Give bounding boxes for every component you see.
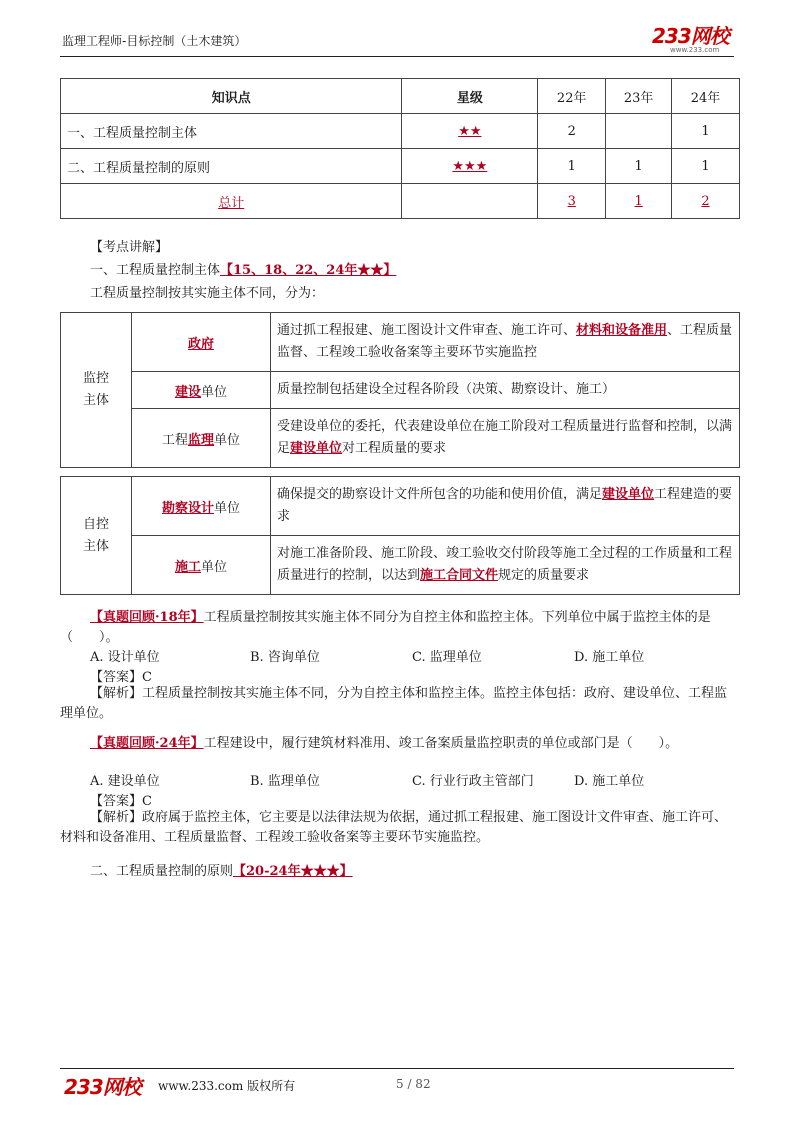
desc-text: 规定的质量要求 (498, 568, 590, 583)
monitor-subject-table (60, 312, 740, 468)
desc-text: 通过抓工程报建、施工图设计文件审查、施工许可、 (277, 323, 577, 338)
logo-text: 233网校 (652, 24, 729, 48)
desc-text: 质量控制包括建设全过程各阶段（决策、勘察设计、施工） (277, 382, 616, 397)
section-1-title (90, 259, 396, 278)
self-subject-table (60, 476, 740, 595)
table-row (61, 536, 740, 595)
option-b: B. 咨询单位 (250, 650, 320, 665)
question-1-tag: 【真题回顾·18年】 (90, 610, 204, 625)
analysis-text: 工程质量控制按其实施主体不同，分为自控主体和监控主体。监控主体包括：政府、建设单位、工程监理单位。 (60, 686, 728, 721)
total-row (61, 184, 740, 219)
topic-cell: 一、工程质量控制主体 (61, 114, 402, 149)
subject-suffix: 单位 (214, 500, 241, 516)
count-cell: 1 (672, 149, 740, 184)
header-divider (60, 56, 734, 57)
footer-divider (60, 1068, 734, 1069)
desc-text: 对施工准备阶段、施工阶段、竣工验收交付阶段等施工全过程的工作质量和工程质量进行的控制，以达到 (277, 546, 733, 583)
total-y23-cell (606, 184, 672, 219)
subject-cell (132, 477, 271, 536)
option-a: A. 设计单位 (90, 650, 160, 665)
subject-description (271, 536, 740, 595)
desc-highlight: 建设单位 (290, 441, 343, 456)
option-a: A. 建设单位 (90, 774, 160, 789)
section-1-tag: 【15、18、22、24年★★】 (220, 263, 397, 278)
section-1-title-text: 一、工程质量控制主体 (90, 263, 221, 278)
question-2-text: 工程建设中，履行建筑材料准用、竣工备案质量监控职责的单位或部门是（ ）。 (203, 736, 679, 751)
analysis-tag: 【解析】 (90, 810, 143, 825)
question-2-answer: 【答案】C (90, 794, 152, 809)
footer-logo: 233网校 (64, 1075, 141, 1099)
count-cell: 1 (538, 149, 606, 184)
col-header-stars: 星级 (402, 79, 538, 114)
explanation-heading: 【考点讲解】 (90, 240, 169, 255)
subject-highlight: 监理 (187, 432, 214, 448)
subject-description (271, 313, 740, 372)
desc-text: 对工程质量的要求 (342, 441, 447, 456)
logo-url: www.233.com (670, 46, 720, 54)
subject-highlight: 建设 (174, 384, 201, 400)
table-row (61, 477, 740, 536)
col-header-y24: 24年 (672, 79, 740, 114)
subject-suffix: 单位 (201, 384, 228, 400)
subject-prefix: 工程 (161, 432, 188, 448)
total-y22-cell (538, 184, 606, 219)
count-cell: 2 (538, 114, 606, 149)
brand-logo (652, 20, 729, 54)
subject-description (271, 477, 740, 536)
section-2-title (90, 860, 353, 879)
subject-cell (132, 372, 271, 409)
col-header-y23: 23年 (606, 79, 672, 114)
star-rating: ★★ (402, 114, 538, 149)
count-cell (606, 114, 672, 149)
total-y24-link[interactable]: 2 (701, 193, 710, 209)
subject-suffix: 单位 (201, 559, 228, 575)
analysis-text: 政府属于监控主体，它主要是以法律法规为依据，通过抓工程报建、施工图设计文件审查、施工许可、材料和设备准用、工程质量监督、工程竣工验收备案等主要环节实施监控。 (60, 810, 728, 845)
col-header-topic: 知识点 (61, 79, 402, 114)
table-row (61, 372, 740, 409)
subject-cell (132, 313, 271, 372)
table-row (61, 114, 740, 149)
desc-text: 确保提交的勘察设计文件所包含的功能和使用价值，满足 (277, 487, 603, 502)
desc-text: 、工程质量监督、工程竣工验收备案等主要环节实施监控 (277, 323, 733, 360)
group-label-line: 监控 (82, 371, 109, 386)
star-rating: ★★★ (402, 149, 538, 184)
subject-highlight: 施工 (174, 559, 201, 575)
total-y24-cell (672, 184, 740, 219)
subject-suffix: 单位 (214, 432, 241, 448)
group-label-cell (61, 313, 132, 468)
analysis-tag: 【解析】 (90, 686, 143, 701)
topic-cell: 二、工程质量控制的原则 (61, 149, 402, 184)
option-d: D. 施工单位 (574, 650, 645, 665)
count-cell: 1 (672, 114, 740, 149)
option-c: C. 监理单位 (412, 650, 482, 665)
subject-highlight: 勘察设计 (161, 500, 214, 516)
question-1-stem (60, 608, 740, 648)
table-row (61, 313, 740, 372)
footer-copyright: www.233.com 版权所有 (158, 1079, 296, 1093)
empty-cell (402, 184, 538, 219)
subject-cell (132, 409, 271, 468)
group-label-line: 自控 (82, 516, 109, 532)
count-cell: 1 (606, 149, 672, 184)
question-1-answer: 【答案】C (90, 670, 152, 685)
desc-text: 工程建造的要求 (277, 487, 733, 524)
total-label-link[interactable]: 总计 (218, 195, 245, 211)
table-row (61, 409, 740, 468)
subject-highlight: 政府 (187, 336, 214, 352)
group-label-line: 主体 (82, 538, 109, 554)
group-label-cell (61, 477, 132, 595)
question-2-tag: 【真题回顾·24年】 (90, 736, 204, 751)
option-b: B. 监理单位 (250, 774, 320, 789)
section-1-lead: 工程质量控制按其实施主体不同，分为： (90, 286, 325, 301)
total-label-cell (61, 184, 402, 219)
question-1-analysis (60, 684, 740, 724)
group-label-line: 主体 (82, 393, 109, 408)
table-row (61, 149, 740, 184)
desc-highlight: 材料和设备准用 (576, 323, 668, 338)
desc-text: 受建设单位的委托，代表建设单位在施工阶段对工程质量进行监督和控制，以满足 (277, 419, 733, 456)
section-2-title-text: 二、工程质量控制的原则 (90, 864, 234, 879)
desc-highlight: 建设单位 (602, 487, 655, 502)
question-2-analysis (60, 808, 740, 848)
page-number: 5 / 82 (396, 1077, 431, 1091)
subject-description (271, 409, 740, 468)
desc-highlight: 施工合同文件 (420, 568, 499, 583)
question-1-text: 工程质量控制按其实施主体不同分为自控主体和监控主体。下列单位中属于监控主体的是（ ）。 (60, 610, 711, 645)
total-y22-link[interactable]: 3 (567, 193, 576, 209)
subject-description (271, 372, 740, 409)
section-2-tag: 【20-24年★★★】 (233, 864, 353, 879)
total-y23-link[interactable]: 1 (634, 193, 643, 209)
option-c: C. 行业行政主管部门 (412, 774, 534, 789)
question-2-stem (60, 734, 740, 754)
table-header-row (61, 79, 740, 114)
subject-cell (132, 536, 271, 595)
option-d: D. 施工单位 (574, 774, 645, 789)
knowledge-summary-table (60, 78, 740, 219)
document-title: 监理工程师-目标控制（土木建筑） (62, 34, 247, 48)
col-header-y22: 22年 (538, 79, 606, 114)
